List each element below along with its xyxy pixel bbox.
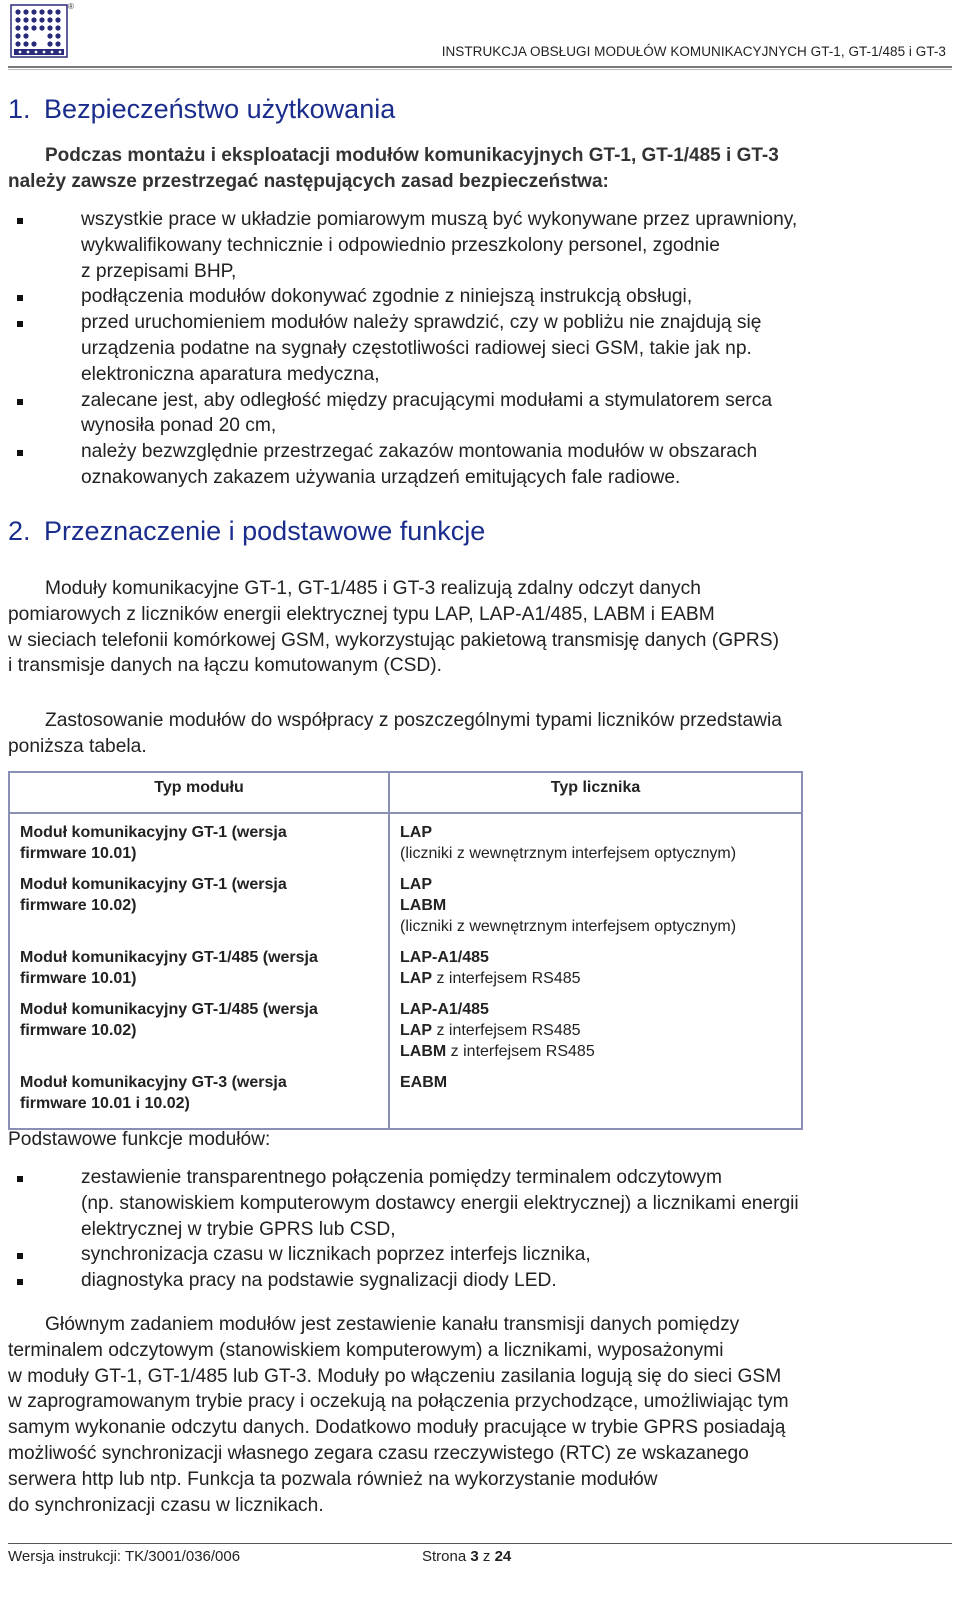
section-2-title: Przeznaczenie i podstawowe funkcje <box>44 516 486 546</box>
footer-version: Wersja instrukcji: TK/3001/036/006 <box>8 1548 241 1565</box>
purpose-paragraph: Moduły komunikacyjne GT-1, GT-1/485 i GT-3 realizują zdalny odczyt danych pomiarowych z liczników energii elektrycznej typu LAP, LAP-A1/485, LABM i EABM w sieciach telefonii komórkowej GSM, wykorzystując pakietową transmisję danych (GPRS) i transmisje danych na łączu komutowanym (CSD). <box>8 578 779 677</box>
company-logo-grid-icon <box>10 4 68 58</box>
footer-divider <box>8 1543 952 1544</box>
list-item: zalecane jest, aby odległość między pracującymi modułami a stymulatorem serca wynosiła ponad 20 cm, <box>8 388 948 440</box>
table-row: Moduł komunikacyjny GT-1/485 (wersja firmware 10.01) LAP-A1/485 LAP z interfejsem RS485 <box>9 943 802 995</box>
section-2-heading <box>8 516 485 547</box>
main-task-paragraph: Głównym zadaniem modułów jest zestawienie kanału transmisji danych pomiędzy terminalem odczytowym (stanowiskiem komputerowym) a licznikami, wyposażonymi w moduły GT-1, GT-1/485 lub GT-3. Moduły po włączeniu zasilania logują się do sieci GSM w zaprogramowanym trybie pracy i oczekują na połączenia przychodzące, umożliwiając tym samym wykonanie odczytu danych. Dodatkowo moduły pracujące w trybie GPRS posiadają możliwość synchronizacji własnego zegara czasu rzeczywistego (RTC) ze wskazanego serwera http lub ntp. Funkcja ta pozwala również na wykorzystanie modułów do synchronizacji czasu w licznikach. <box>8 1314 789 1516</box>
table-header-meter: Typ licznika <box>389 772 802 813</box>
safety-intro-line-1: Podczas montażu i eksploatacji modułów komunikacyjnych GT-1, GT-1/485 i GT-3 <box>45 145 779 166</box>
header-title: INSTRUKCJA OBSŁUGI MODUŁÓW KOMUNIKACYJNYCH GT-1, GT-1/485 i GT-3 <box>441 44 946 59</box>
list-item: wszystkie prace w układzie pomiarowym muszą być wykonywane przez uprawniony, wykwalifikowany technicznie i odpowiednio przeszkolony personel, zgodnie z przepisami BHP, <box>8 207 948 284</box>
list-item: należy bezwzględnie przestrzegać zakazów montowania modułów w obszarach oznakowanych zakazem używania urządzeń emitujących fale radiowe. <box>8 439 948 491</box>
functions-list <box>8 1165 948 1294</box>
module-meter-table <box>8 771 803 1130</box>
safety-intro-line-2: należy zawsze przestrzegać następujących zasad bezpieczeństwa: <box>8 171 609 192</box>
list-item: synchronizacja czasu w licznikach poprzez interfejs licznika, <box>8 1242 948 1268</box>
table-row: Moduł komunikacyjny GT-3 (wersja firmware 10.01 i 10.02) EABM <box>9 1068 802 1129</box>
table-intro-paragraph: Zastosowanie modułów do współpracy z poszczególnymi typami liczników przedstawia poniższa tabela. <box>8 710 782 757</box>
safety-intro <box>8 143 938 195</box>
safety-list <box>8 207 948 491</box>
footer-page-number: Strona 3 z 24 <box>422 1548 512 1565</box>
list-item: diagnostyka pracy na podstawie sygnalizacji diody LED. <box>8 1268 948 1294</box>
table-header-module: Typ modułu <box>9 772 389 813</box>
list-item: przed uruchomieniem modułów należy sprawdzić, czy w pobliżu nie znajdują się urządzenia podatne na sygnały częstotliwości radiowej sieci GSM, takie jak np. elektroniczna aparatura medyczna, <box>8 310 948 387</box>
functions-label: Podstawowe funkcje modułów: <box>8 1129 271 1150</box>
list-item: zestawienie transparentnego połączenia pomiędzy terminalem odczytowym (np. stanowiskiem komputerowym dostawcy energii elektrycznej) a licznikami energii elektrycznej w trybie GPRS lub CSD, <box>8 1165 948 1242</box>
table-row: Moduł komunikacyjny GT-1 (wersja firmware 10.02) LAP LABM (liczniki z wewnętrznym interfejsem optycznym) <box>9 870 802 943</box>
section-1-number: 1. <box>8 94 31 124</box>
header-divider <box>8 66 952 70</box>
section-1-heading <box>8 94 395 125</box>
list-item: podłączenia modułów dokonywać zgodnie z niniejszą instrukcją obsługi, <box>8 284 948 310</box>
registered-mark-icon: ® <box>68 2 74 11</box>
section-1-title: Bezpieczeństwo użytkowania <box>44 94 396 124</box>
section-2-number: 2. <box>8 516 31 546</box>
table-row: Moduł komunikacyjny GT-1/485 (wersja firmware 10.02) LAP-A1/485 LAP z interfejsem RS485 LABM z interfejsem RS485 <box>9 995 802 1068</box>
table-row: Moduł komunikacyjny GT-1 (wersja firmware 10.01) LAP (liczniki z wewnętrznym interfejsem optycznym) <box>9 813 802 870</box>
